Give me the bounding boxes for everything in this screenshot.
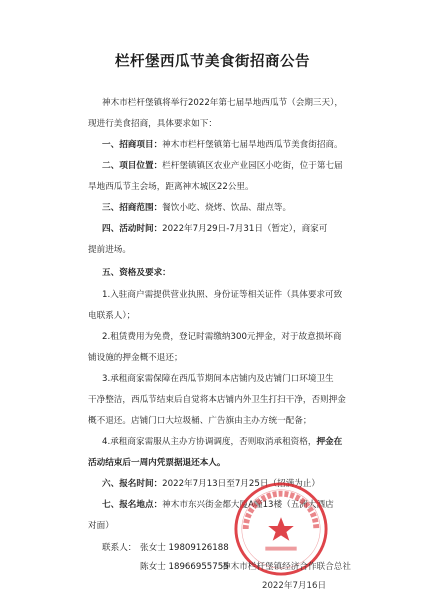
- req-line-4: 铺设施的押金概不退还；: [88, 353, 183, 363]
- contact-2-phone: 18966955755: [168, 562, 229, 572]
- intro-line-2: 现进行美食招商，具体要求如下：: [88, 119, 217, 129]
- section-7-label: 七、报名地点：: [102, 500, 163, 510]
- section-1-label: 一、招商项目：: [102, 140, 163, 150]
- section-7-cont: 对面）: [88, 521, 114, 531]
- req-4-bold: 押金在: [316, 437, 343, 447]
- req-line-5: 3.承租商家需保障在西瓜节期间本店铺内及店铺门口环境卫生: [102, 374, 334, 384]
- section-4-text: 2022年7月29日-7月31日（暂定），商家可: [162, 224, 328, 234]
- contact-1-phone: 19809126188: [168, 543, 229, 553]
- section-5-label: 五、资格及要求：: [102, 268, 171, 278]
- contact-2: [140, 560, 229, 572]
- req-line-3: 2.租赁费用为免费，登记时需缴纳300元押金，对于故意损坏商: [102, 332, 342, 342]
- req-4-bold-cont: 活动结束后一周内凭票据退还本人。: [88, 458, 226, 468]
- section-2-text: 栏杆堡镇镇区农业产业园区小吃街，位于第七届: [162, 161, 343, 171]
- issuer-name: 神木市栏杆堡镇经济合作联合总社: [222, 562, 351, 572]
- section-1-text: 神木市栏杆堡镇第七届旱地西瓜节美食街招商。: [162, 140, 343, 150]
- req-line-6: 干净整洁，西瓜节结束后自觉将本店铺内外卫生打扫干净，否则押金: [88, 395, 346, 405]
- issue-date: 2022年7月16日: [262, 581, 327, 591]
- contact-1: [140, 541, 229, 553]
- section-2: [102, 159, 343, 171]
- notice-title: 栏杆堡西瓜节美食街招商公告: [115, 54, 310, 70]
- req-line-1: 1.入驻商户需提供营业执照、身份证等相关证件（具体要求可致: [102, 290, 343, 300]
- contact-1-name: 张女士: [140, 543, 166, 553]
- section-3: [102, 201, 291, 213]
- section-4-cont: 提前进场。: [88, 245, 131, 255]
- section-2-cont: 旱地西瓜节主会场，距离神木城区22公里。: [88, 182, 254, 192]
- section-6-text: 2022年7月13日至7月25日（招满为止）: [162, 479, 320, 489]
- section-3-text: 餐饮小吃、烧烤、饮品、甜点等。: [162, 203, 292, 213]
- section-1: [102, 138, 343, 150]
- section-4: [102, 222, 327, 234]
- section-3-label: 三、招商范围：: [102, 203, 163, 213]
- section-4-label: 四、活动时间：: [102, 224, 163, 234]
- req-line-7: 概不退还。店铺门口大垃圾桶、广告旗由主办方统一配备；: [88, 416, 312, 426]
- contact-label: 联系人：: [102, 543, 137, 553]
- section-6-label: 六、报名时间：: [102, 479, 163, 489]
- section-2-label: 二、项目位置：: [102, 161, 163, 171]
- req-line-8: [102, 435, 342, 447]
- contact-2-name: 陈女士: [140, 562, 166, 572]
- req-line-2: 电联系人）；: [88, 311, 136, 321]
- intro-line-1: 神木市栏杆堡镇将举行2022年第七届旱地西瓜节（会期三天），: [102, 98, 344, 108]
- req-4-text: 4.承租商家需服从主办方协调调度，否则取消承租资格，: [102, 437, 317, 447]
- section-7-text: 神木市东兴街金都大厦A幢13楼（五洲大酒店: [162, 500, 334, 510]
